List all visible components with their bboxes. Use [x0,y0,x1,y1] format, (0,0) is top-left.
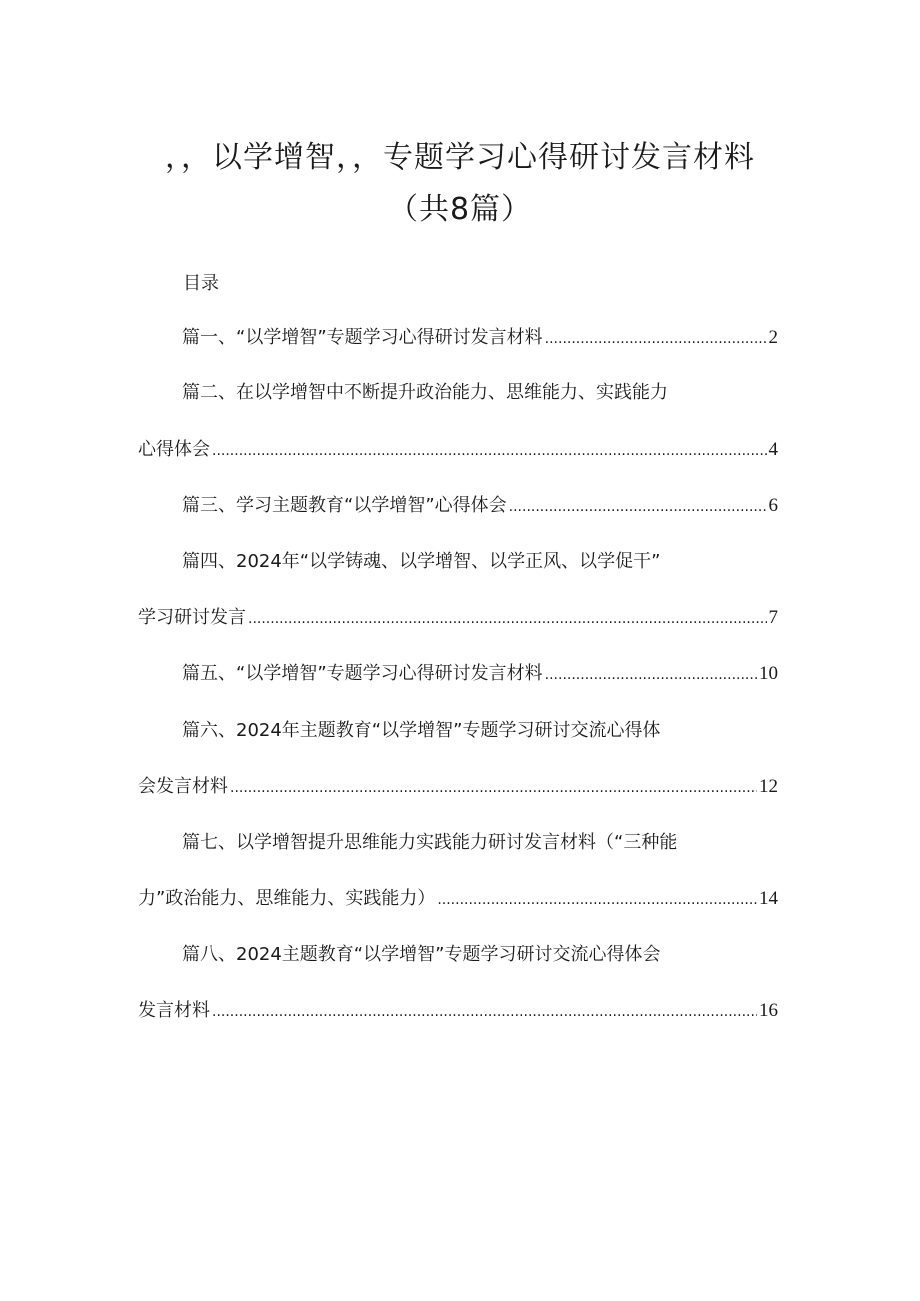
toc-leader-dots [545,662,757,688]
toc-entry-6[interactable] [138,774,778,801]
toc-entry-text: 心得体会 [138,439,210,460]
toc-page-number: 14 [759,888,778,909]
toc-entry-1[interactable] [182,325,778,352]
toc-entry-4-line-1[interactable]: 篇四、2024年“以学铸魂、以学增智、以学正风、以学促干” [182,551,661,572]
toc-entry-5[interactable] [182,661,778,688]
toc-entry-text: 发言材料 [138,1000,210,1021]
toc-entry-8[interactable] [138,998,778,1025]
toc-entry-text: 篇五、“以学增智”专题学习心得研讨发言材料 [182,663,543,684]
toc-entry-text: 学习研讨发言 [138,607,246,628]
toc-entry-2-line-1[interactable]: 篇二、在以学增智中不断提升政治能力、思维能力、实践能力 [182,382,668,403]
toc-entry-8-line-1[interactable]: 篇八、2024主题教育“以学增智”专题学习研讨交流心得体会 [182,944,661,965]
toc-leader-dots [545,326,767,352]
toc-entry-6-line-1[interactable]: 篇六、2024年主题教育“以学增智”专题学习研讨交流心得体 [182,720,661,741]
toc-leader-dots [437,887,757,913]
toc-leader-dots [230,775,757,801]
toc-page-number: 12 [759,776,778,797]
toc-entry-7-line-1[interactable]: 篇七、以学增智提升思维能力实践能力研讨发言材料（“三种能 [182,832,678,853]
toc-leader-dots [212,999,757,1025]
toc-page-number: 10 [759,663,778,684]
toc-entry-2[interactable] [138,437,778,464]
toc-page-number: 6 [768,495,778,516]
toc-leader-dots [248,606,767,632]
toc-entry-4[interactable] [138,605,778,632]
toc-heading: 目录 [183,273,219,294]
toc-entry-text: 篇一、“以学增智”专题学习心得研讨发言材料 [182,327,543,348]
toc-leader-dots [509,494,767,520]
toc-leader-dots [212,438,767,464]
toc-entry-text: 会发言材料 [138,776,228,797]
toc-entry-7[interactable] [138,886,778,913]
toc-page-number: 2 [768,327,778,348]
toc-entry-3[interactable] [182,493,778,520]
toc-page-number: 16 [759,1000,778,1021]
document-title-line-2: （共8篇） [387,192,533,227]
toc-page-number: 7 [768,607,778,628]
toc-entry-text: 力”政治能力、思维能力、实践能力） [138,888,436,909]
document-title-line-1: ，，以学增智，，专题学习心得研讨发言材料 [165,140,755,175]
toc-entry-text: 篇三、学习主题教育“以学增智”心得体会 [182,495,507,516]
toc-page-number: 4 [768,439,778,460]
